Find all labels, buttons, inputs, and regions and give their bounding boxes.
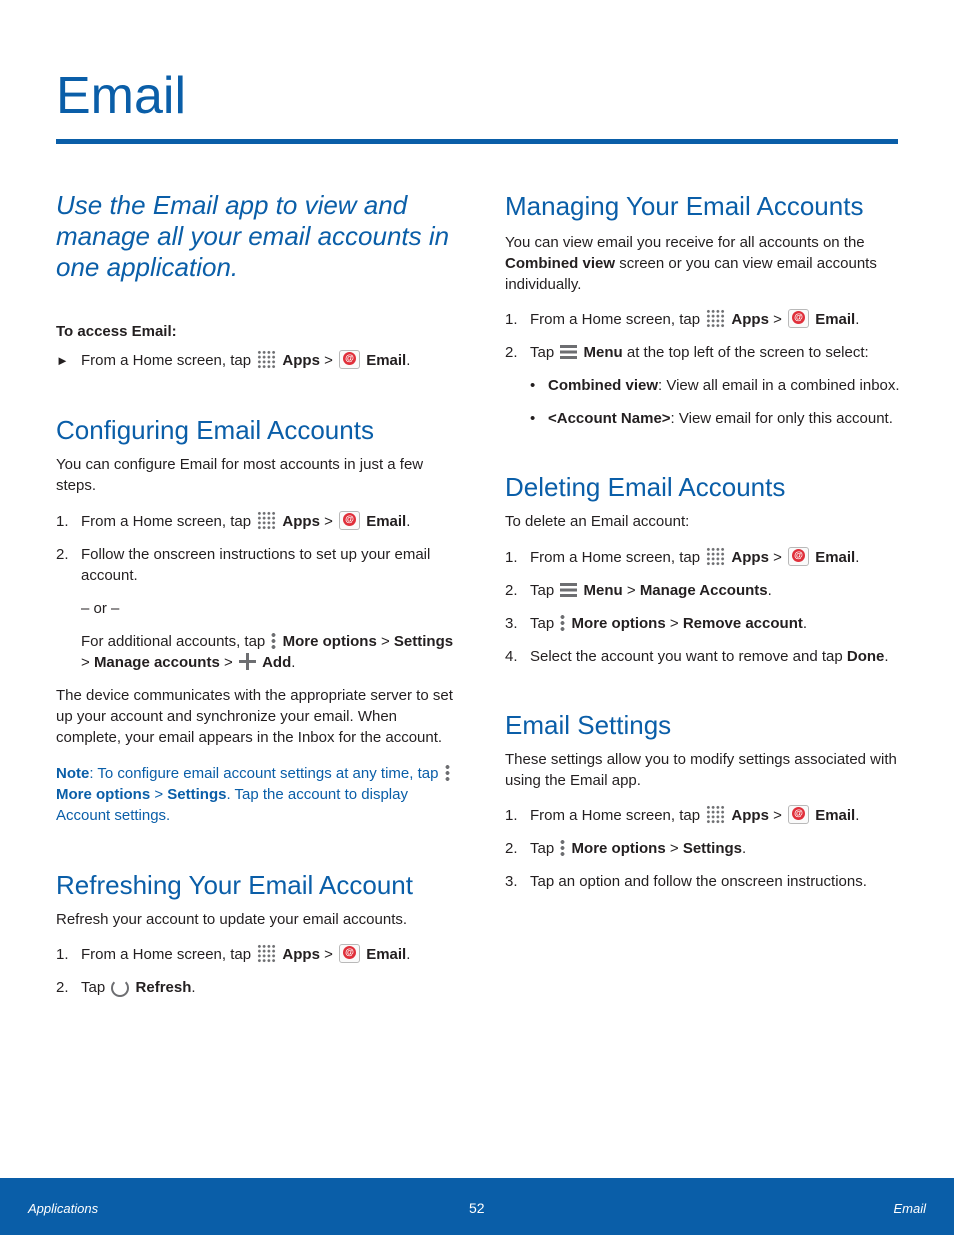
menu-icon: [560, 583, 577, 597]
apps-grid-icon: [706, 547, 725, 566]
managing-step-1: 1. From a Home screen, tap Apps > @ Email.: [505, 309, 905, 330]
more-options-icon: [445, 764, 450, 782]
deleting-para: To delete an Email account:: [505, 513, 690, 530]
configuring-step-2: 2. Follow the onscreen instructions to set up your email account.: [56, 546, 431, 584]
managing-bullet-combined: • Combined view: View all email in a combined inbox.: [530, 377, 900, 394]
deleting-heading: Deleting Email Accounts: [505, 472, 786, 502]
email-app-icon: [339, 511, 360, 530]
refresh-icon: [111, 979, 129, 997]
apps-grid-icon: [706, 309, 725, 328]
configuring-para-2: The device communicates with the appropriate server to set up your account and synchronize your email. When complete, your email appears in the Inbox for the account.: [56, 687, 453, 746]
title-rule: [56, 139, 898, 144]
configuring-note: Note: To configure email account settings at any time, tap More options > Settings. Tap the account to display Account settings.: [56, 763, 456, 826]
access-heading: To access Email:: [56, 323, 177, 340]
email-app-icon: [788, 547, 809, 566]
more-options-icon: [560, 839, 565, 857]
more-options-icon: [560, 614, 565, 632]
bullet-arrow: ►: [56, 353, 69, 368]
email-app-icon: [339, 350, 360, 369]
deleting-step-2: 2. Tap Menu > Manage Accounts.: [505, 582, 772, 599]
email-app-icon: [788, 805, 809, 824]
or-divider: – or –: [81, 600, 120, 617]
refreshing-step-2: 2. Tap Refresh.: [56, 979, 196, 996]
managing-step-2: 2. Tap Menu at the top left of the screen to select:: [505, 344, 869, 361]
settings-step-3: 3. Tap an option and follow the onscreen instructions.: [505, 873, 867, 890]
managing-para: You can view email you receive for all accounts on the Combined view screen or you can view email accounts individually.: [505, 234, 877, 293]
settings-para: These settings allow you to modify settings associated with using the Email app.: [505, 751, 897, 789]
deleting-step-3: 3. Tap More options > Remove account.: [505, 615, 808, 632]
managing-bullet-account: • <Account Name>: View email for only this account.: [530, 410, 893, 427]
configuring-step-1: 1. From a Home screen, tap Apps > @ Email.: [56, 511, 456, 532]
apps-grid-icon: [257, 944, 276, 963]
more-options-icon: [271, 632, 276, 650]
configuring-para: You can configure Email for most accounts in just a few steps.: [56, 456, 424, 494]
additional-accounts: For additional accounts, tap More options > Settings > Manage accounts > Add.: [81, 633, 454, 671]
intro-text: Use the Email app to view and manage all your email accounts in one application.: [56, 190, 450, 282]
refreshing-step-1: 1. From a Home screen, tap Apps > @ Email.: [56, 944, 456, 965]
deleting-step-1: 1. From a Home screen, tap Apps > @ Email.: [505, 547, 905, 568]
add-icon: [239, 653, 256, 670]
settings-heading: Email Settings: [505, 710, 672, 740]
email-app-icon: [788, 309, 809, 328]
apps-grid-icon: [257, 350, 276, 369]
page-number: 52: [469, 1200, 485, 1216]
footer-chapter: Email: [893, 1201, 926, 1216]
settings-step-2: 2. Tap More options > Settings.: [505, 840, 747, 857]
right-column: [505, 190, 905, 892]
page-title: Email: [56, 67, 187, 125]
deleting-step-4: 4. Select the account you want to remove and tap Done.: [505, 648, 889, 665]
refreshing-para: Refresh your account to update your email accounts.: [56, 911, 408, 928]
managing-heading: Managing Your Email Accounts: [505, 191, 864, 221]
apps-grid-icon: [706, 805, 725, 824]
settings-step-1: 1. From a Home screen, tap Apps > @ Email.: [505, 805, 905, 826]
page-footer: [0, 1178, 954, 1235]
email-app-icon: [339, 944, 360, 963]
apps-grid-icon: [257, 511, 276, 530]
refreshing-heading: Refreshing Your Email Account: [56, 870, 413, 900]
menu-icon: [560, 345, 577, 359]
left-column: [56, 190, 456, 998]
access-step: ► From a Home screen, tap Apps > @ Email.: [56, 350, 456, 371]
footer-section: Applications: [28, 1201, 99, 1216]
configuring-heading: Configuring Email Accounts: [56, 415, 374, 445]
